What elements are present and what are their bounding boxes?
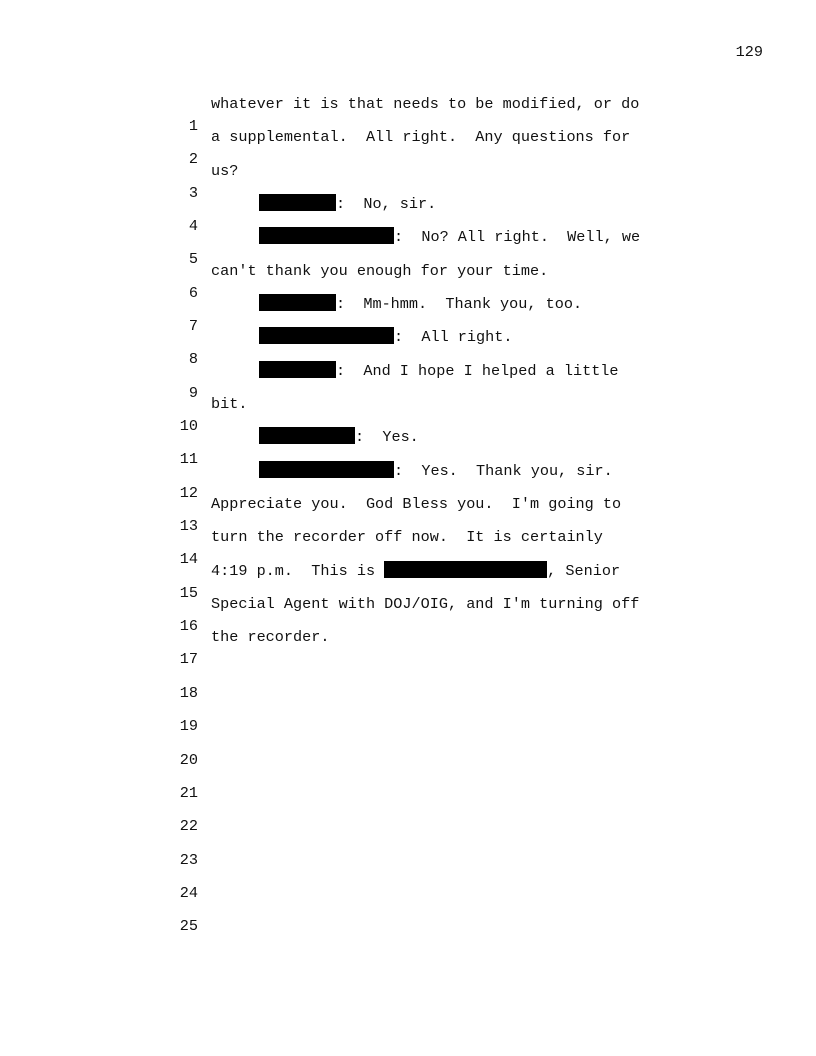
speaker-line — [259, 360, 619, 382]
transcript-line — [0, 727, 816, 769]
transcript-line — [0, 293, 816, 335]
line-text: 4:19 p.m. This is — [211, 562, 385, 580]
transcript-line — [0, 693, 816, 735]
speaker-line — [259, 460, 613, 482]
line-number: 19 — [179, 717, 198, 735]
transcript-line — [0, 893, 816, 935]
transcript-line — [0, 827, 816, 869]
transcript-line — [0, 93, 816, 135]
line-number: 20 — [179, 751, 198, 769]
line-number: 17 — [179, 650, 198, 668]
transcript-line — [0, 493, 816, 535]
line-number: 23 — [179, 851, 198, 869]
line-number: 7 — [188, 317, 198, 335]
transcript-line — [0, 660, 816, 702]
redacted-speaker-name — [259, 361, 336, 378]
line-number: 15 — [179, 584, 198, 602]
transcript-line — [0, 326, 816, 368]
transcript-line — [0, 560, 816, 602]
line-number: 18 — [179, 684, 198, 702]
line-number: 4 — [188, 217, 198, 235]
transcript-line — [0, 193, 816, 235]
transcript-line — [0, 593, 816, 635]
transcript-line — [0, 393, 816, 435]
transcript-line — [0, 860, 816, 902]
transcript-line — [0, 260, 816, 302]
transcript-line — [0, 526, 816, 568]
speaker-line — [259, 226, 640, 248]
line-number: 16 — [179, 617, 198, 635]
line-text: turn the recorder off now. It is certainly — [211, 528, 603, 546]
line-text: : No? All right. Well, we — [394, 228, 641, 246]
line-number: 8 — [188, 350, 198, 368]
redacted-speaker-name — [259, 294, 336, 311]
line-text: , Senior — [547, 562, 621, 580]
transcript-line — [0, 460, 816, 502]
line-text: : All right. — [394, 328, 513, 346]
transcript-line — [0, 793, 816, 835]
speaker-line — [259, 326, 512, 348]
transcript-line — [0, 160, 816, 202]
line-text: : No, sir. — [336, 195, 437, 213]
line-text: whatever it is that needs to be modified, or do — [211, 95, 640, 113]
redacted-speaker-name — [259, 227, 394, 244]
redacted-speaker-name — [259, 194, 336, 211]
line-number: 1 — [188, 117, 198, 135]
transcript-line — [0, 426, 816, 468]
redacted-speaker-name — [259, 427, 355, 444]
transcript-line — [0, 226, 816, 268]
line-number: 22 — [179, 817, 198, 835]
line-text: : And I hope I helped a little — [336, 362, 619, 380]
line-text: bit. — [211, 395, 248, 413]
line-text: can't thank you enough for your time. — [211, 262, 549, 280]
line-text: us? — [211, 162, 239, 180]
line-text: : Yes. — [355, 428, 419, 446]
line-number: 14 — [179, 550, 198, 568]
line-text: : Mm-hmm. Thank you, too. — [336, 295, 583, 313]
line-number: 21 — [179, 784, 198, 802]
line-text: a supplemental. All right. Any questions for — [211, 128, 631, 146]
line-number: 10 — [179, 417, 198, 435]
redacted-agent-name — [384, 561, 547, 578]
line-number: 3 — [188, 184, 198, 202]
line-text: the recorder. — [211, 628, 330, 646]
line-number: 6 — [188, 284, 198, 302]
line-number: 5 — [188, 250, 198, 268]
speaker-line — [259, 426, 419, 448]
line-number: 11 — [179, 450, 198, 468]
transcript-line — [0, 760, 816, 802]
line-number: 2 — [188, 150, 198, 168]
speaker-line — [259, 293, 582, 315]
line-text-with-redaction — [211, 560, 620, 582]
line-number: 13 — [179, 517, 198, 535]
line-text: Appreciate you. God Bless you. I'm going to — [211, 495, 622, 513]
transcript-line — [0, 126, 816, 168]
line-number: 25 — [179, 917, 198, 935]
transcript-line — [0, 626, 816, 668]
line-number: 12 — [179, 484, 198, 502]
line-text: : Yes. Thank you, sir. — [394, 462, 613, 480]
page-number: 129 — [735, 43, 763, 61]
speaker-line — [259, 193, 436, 215]
transcript-line — [0, 360, 816, 402]
line-text: Special Agent with DOJ/OIG, and I'm turning off — [211, 595, 640, 613]
redacted-speaker-name — [259, 327, 394, 344]
line-number: 9 — [188, 384, 198, 402]
redacted-speaker-name — [259, 461, 394, 478]
line-number: 24 — [179, 884, 198, 902]
